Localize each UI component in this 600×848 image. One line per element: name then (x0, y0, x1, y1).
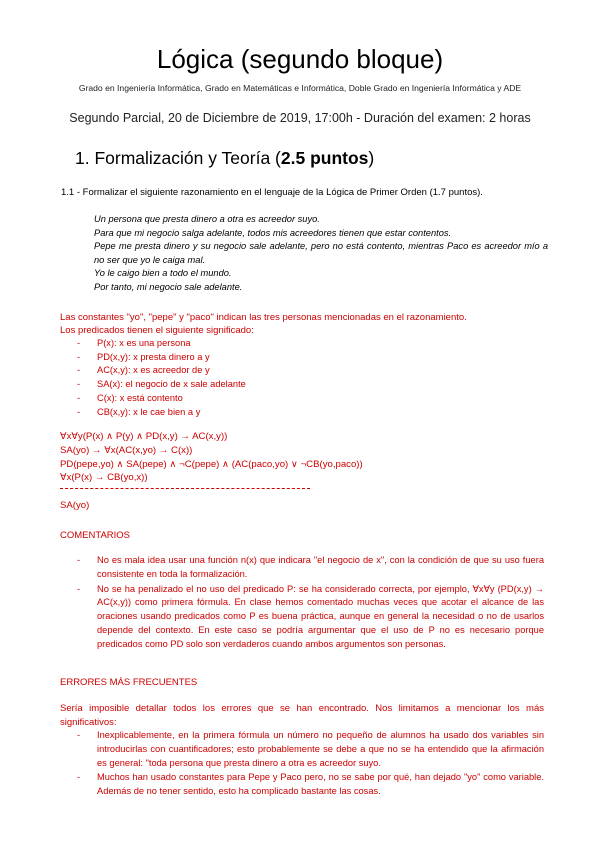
errors-intro: Sería imposible detallar todos los errores que se han encontrado. Nos limitamos a mencionar los más significativos: (60, 703, 544, 728)
reasoning-line: Un persona que presta dinero a otra es acreedor suyo. (94, 214, 320, 224)
predicate-list (77, 337, 246, 419)
reasoning-line: Para que mi negocio salga adelante, todos mis acreedores tienen que estar contentos. (94, 227, 452, 238)
reasoning-line: Pepe me presta dinero y su negocio sale adelante, pero no está contento, mientras Paco es acreedor mío a no ser que yo le caiga mal. (94, 241, 548, 265)
comments-list (77, 554, 544, 653)
error-item: - Inexplicablemente, en la primera fórmula un número no pequeño de alumnos ha usado dos variables sin introducirlas con cuantificadores; esto probablemente se debe a que no se ha entendido que la afirmación es general: "toda persona que presta dinero a otra es acreedor suyo. (77, 729, 544, 770)
predicates-intro: Los predicados tienen el siguiente significado: (60, 325, 254, 336)
premise-conclusion-separator (60, 488, 310, 489)
formula-conclusion: SA(yo) (60, 500, 90, 511)
reasoning-line: Yo le caigo bien a todo el mundo. (94, 268, 232, 279)
question-statement: 1.1 - Formalizar el siguiente razonamiento en el lenguaje de la Lógica de Primer Orden (1.7 puntos). (61, 187, 483, 198)
predicate-item: - AC(x,y): x es acreedor de y (77, 364, 246, 378)
error-item: - Muchos han usado constantes para Pepe y Paco pero, no se sabe por qué, han dejado "yo" como variable. Además de no tener sentido, esto ha complicado bastante las cosas. (77, 771, 544, 799)
reasoning-line: Por tanto, mi negocio sale adelante. (94, 281, 243, 292)
errors-list (77, 729, 544, 800)
degree-subtitle: Grado en Ingeniería Informática, Grado en Matemáticas e Informática, Doble Grado en Ingeniería Informática y ADE (78, 83, 522, 93)
comments-heading: COMENTARIOS (60, 530, 131, 541)
predicate-item: - CB(x,y): x le cae bien a y (77, 406, 246, 420)
predicate-item: - SA(x): el negocio de x sale adelante (77, 378, 246, 392)
section-heading (75, 148, 374, 169)
formula-block (60, 430, 363, 485)
errors-heading: ERRORES MÁS FRECUENTES (60, 677, 198, 688)
section-title: 1. Formalización y Teoría ( (75, 148, 281, 168)
predicate-item: - C(x): x está contento (77, 392, 246, 406)
predicate-item: - PD(x,y): x presta dinero a y (77, 351, 246, 365)
formula-premise: ∀x∀y(P(x) ∧ P(y) ∧ PD(x,y) → AC(x,y)) (60, 431, 228, 442)
constants-note: Las constantes "yo", "pepe" y "paco" indican las tres personas mencionadas en el razonamiento. (60, 312, 467, 323)
formula-premise: SA(yo) → ∀x(AC(x,yo) → C(x)) (60, 444, 193, 456)
exam-info: Segundo Parcial, 20 de Diciembre de 2019, 17:00h - Duración del examen: 2 horas (69, 111, 531, 125)
formula-premise: PD(pepe,yo) ∧ SA(pepe) ∧ ¬C(pepe) ∧ (AC(paco,yo) ∨ ¬CB(yo,paco)) (60, 458, 363, 470)
predicate-item: - P(x): x es una persona (77, 337, 246, 351)
formula-premise: ∀x(P(x) → CB(yo,x)) (60, 472, 148, 484)
comment-item: - No es mala idea usar una función n(x) que indicara "el negocio de x", con la condición de que su uso fuera consistente en toda la formalización. (77, 554, 544, 582)
section-title-end: ) (368, 148, 375, 168)
reasoning-block (94, 213, 548, 295)
comment-item: - No se ha penalizado el no uso del predicado P: se ha considerado correcta, por ejemplo, ∀x∀y (PD(x,y) → AC(x,y)) como primera fórmula. En clase hemos comentado muchas veces que acotar el alcance de las oraciones usando predicados como P es buena práctica, aunque en general la necesidad o no de usarlos depende del contexto. En este caso se podría argumentar que el uso de P no es necesario porque predicados como PD solo son verdaderos cuando ambos argumentos son personas. (77, 583, 544, 652)
section-points: 2.5 puntos (280, 148, 369, 168)
page-title: Lógica (segundo bloque) (156, 44, 444, 74)
